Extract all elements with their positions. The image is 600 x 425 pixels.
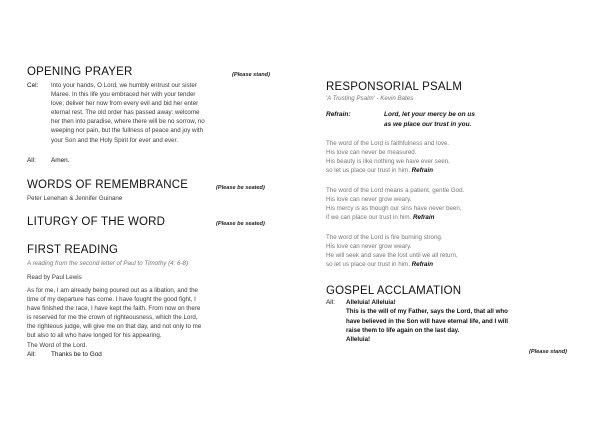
reading-line: the righteous judge, will give me on that day, and not only to me [27, 323, 202, 331]
stanza-line: so let us place our trust in him. Refrain [326, 261, 433, 269]
psalm-stanza-2 [326, 186, 464, 222]
stanza-line: His love can never be measured. [326, 149, 417, 157]
remembrance-note: (Please be seated) [216, 185, 265, 191]
all-label: All: [27, 157, 36, 164]
prayer-line: Maree. In this life you embraced her with your tender [51, 91, 196, 99]
reading-text [27, 286, 277, 350]
stanza-line: His beauty is like nothing we have ever seen, [326, 158, 450, 166]
prayer-line: love; deliver her now from every evil and bid her enter [51, 100, 199, 108]
reading-all-label: All: [27, 351, 36, 358]
prayer-line: weeping nor pain, but the fullness of peace and joy with [51, 127, 204, 135]
opening-prayer-heading: OPENING PRAYER [27, 66, 133, 78]
reading-source: A reading from the second letter of Paul to Timothy (4: 6-8) [27, 260, 189, 267]
refrain-cue: Refrain [411, 261, 433, 269]
reading-closing: The Word of the Lord. [27, 341, 88, 349]
acclamation-line: have believed in the Son will have eternal life, and I will [346, 317, 508, 325]
prayer-line: eternal rest. The old order has passed away: welcome [51, 109, 200, 117]
psalm-heading: RESPONSORIAL PSALM [326, 81, 463, 93]
reader-name: Read by Paul Lewis [27, 274, 82, 281]
stanza-line: The word of the Lord is faithfulness and love. [326, 140, 450, 147]
acclamation-line: Alleluia! [346, 336, 371, 344]
stanza-line: His mercy is as though our sins have never been, [326, 205, 462, 213]
reading-line: is reserved for me the crown of righteousness, which the Lord, [27, 314, 198, 322]
stanza-line: The word of the Lord is fire burning strong. [326, 234, 443, 241]
gospel-acclamation-text [346, 298, 578, 344]
gospel-note: (Please stand) [529, 349, 567, 355]
prayer-line: Into your hands, O Lord, we humbly entrust our sister [51, 82, 197, 89]
opening-prayer-note: (Please stand) [232, 72, 270, 78]
first-reading-heading: FIRST READING [27, 244, 119, 256]
reading-line: but also to all who have longed for his appearing. [27, 332, 162, 340]
reading-line: As for me, I am already being poured out as a libation, and the [27, 287, 198, 294]
opening-prayer-text [51, 81, 277, 145]
psalm-stanza-1 [326, 139, 450, 175]
amen-response: Amen. [51, 157, 70, 164]
refrain-line: Lord, let your mercy be on us [384, 111, 476, 118]
acclamation-line: Alleluia! Alleluia! [346, 299, 396, 306]
stanza-line: He will seek and save the lost until we all return, [326, 252, 458, 260]
acclamation-line: raise them to life again on the last day. [346, 326, 460, 334]
refrain-line: as we place our trust in you. [384, 120, 472, 128]
stanza-line: so let us place our trust in him. Refrain [326, 167, 433, 175]
liturgy-heading: LITURGY OF THE WORD [27, 216, 166, 228]
acclamation-line: This is the will of my Father, says the Lord, that all who [346, 308, 508, 316]
stanza-line: His love can never grow weary. [326, 243, 412, 251]
reading-response: Thanks be to God [51, 351, 102, 358]
refrain-cue: Refrain [411, 167, 433, 175]
gospel-heading: GOSPEL ACCLAMATION [326, 285, 462, 297]
reading-line: time of my departure has come. I have fought the good fight, I [27, 296, 196, 304]
reading-line: have finished the race, I have kept the faith. From now on there [27, 305, 201, 313]
refrain-label: Refrain: [326, 111, 351, 118]
gospel-all-label: All: [326, 299, 335, 306]
stanza-line: if we can place our trust in him. Refrain [326, 214, 435, 222]
stanza-line: The word of the Lord means a patient, gentle God. [326, 187, 465, 194]
psalm-stanza-3 [326, 233, 458, 269]
refrain-cue: Refrain [413, 214, 435, 222]
celebrant-label: Cel: [27, 82, 39, 89]
refrain-text [384, 110, 475, 129]
remembrance-speakers: Peter Lenehan & Jennifer Guinane [27, 195, 123, 202]
prayer-line: your Son and the Holy Spirit for ever and ever. [51, 136, 178, 144]
liturgy-note: (Please be seated) [216, 221, 265, 227]
stanza-line: His love can never grow weary. [326, 196, 412, 204]
words-of-remembrance-heading: WORDS OF REMEMBRANCE [27, 179, 189, 191]
psalm-subtitle: 'A Trusting Psalm' - Kevin Bates [326, 95, 414, 102]
prayer-line: her then into paradise, where there will be no sorrow, no [51, 118, 205, 126]
